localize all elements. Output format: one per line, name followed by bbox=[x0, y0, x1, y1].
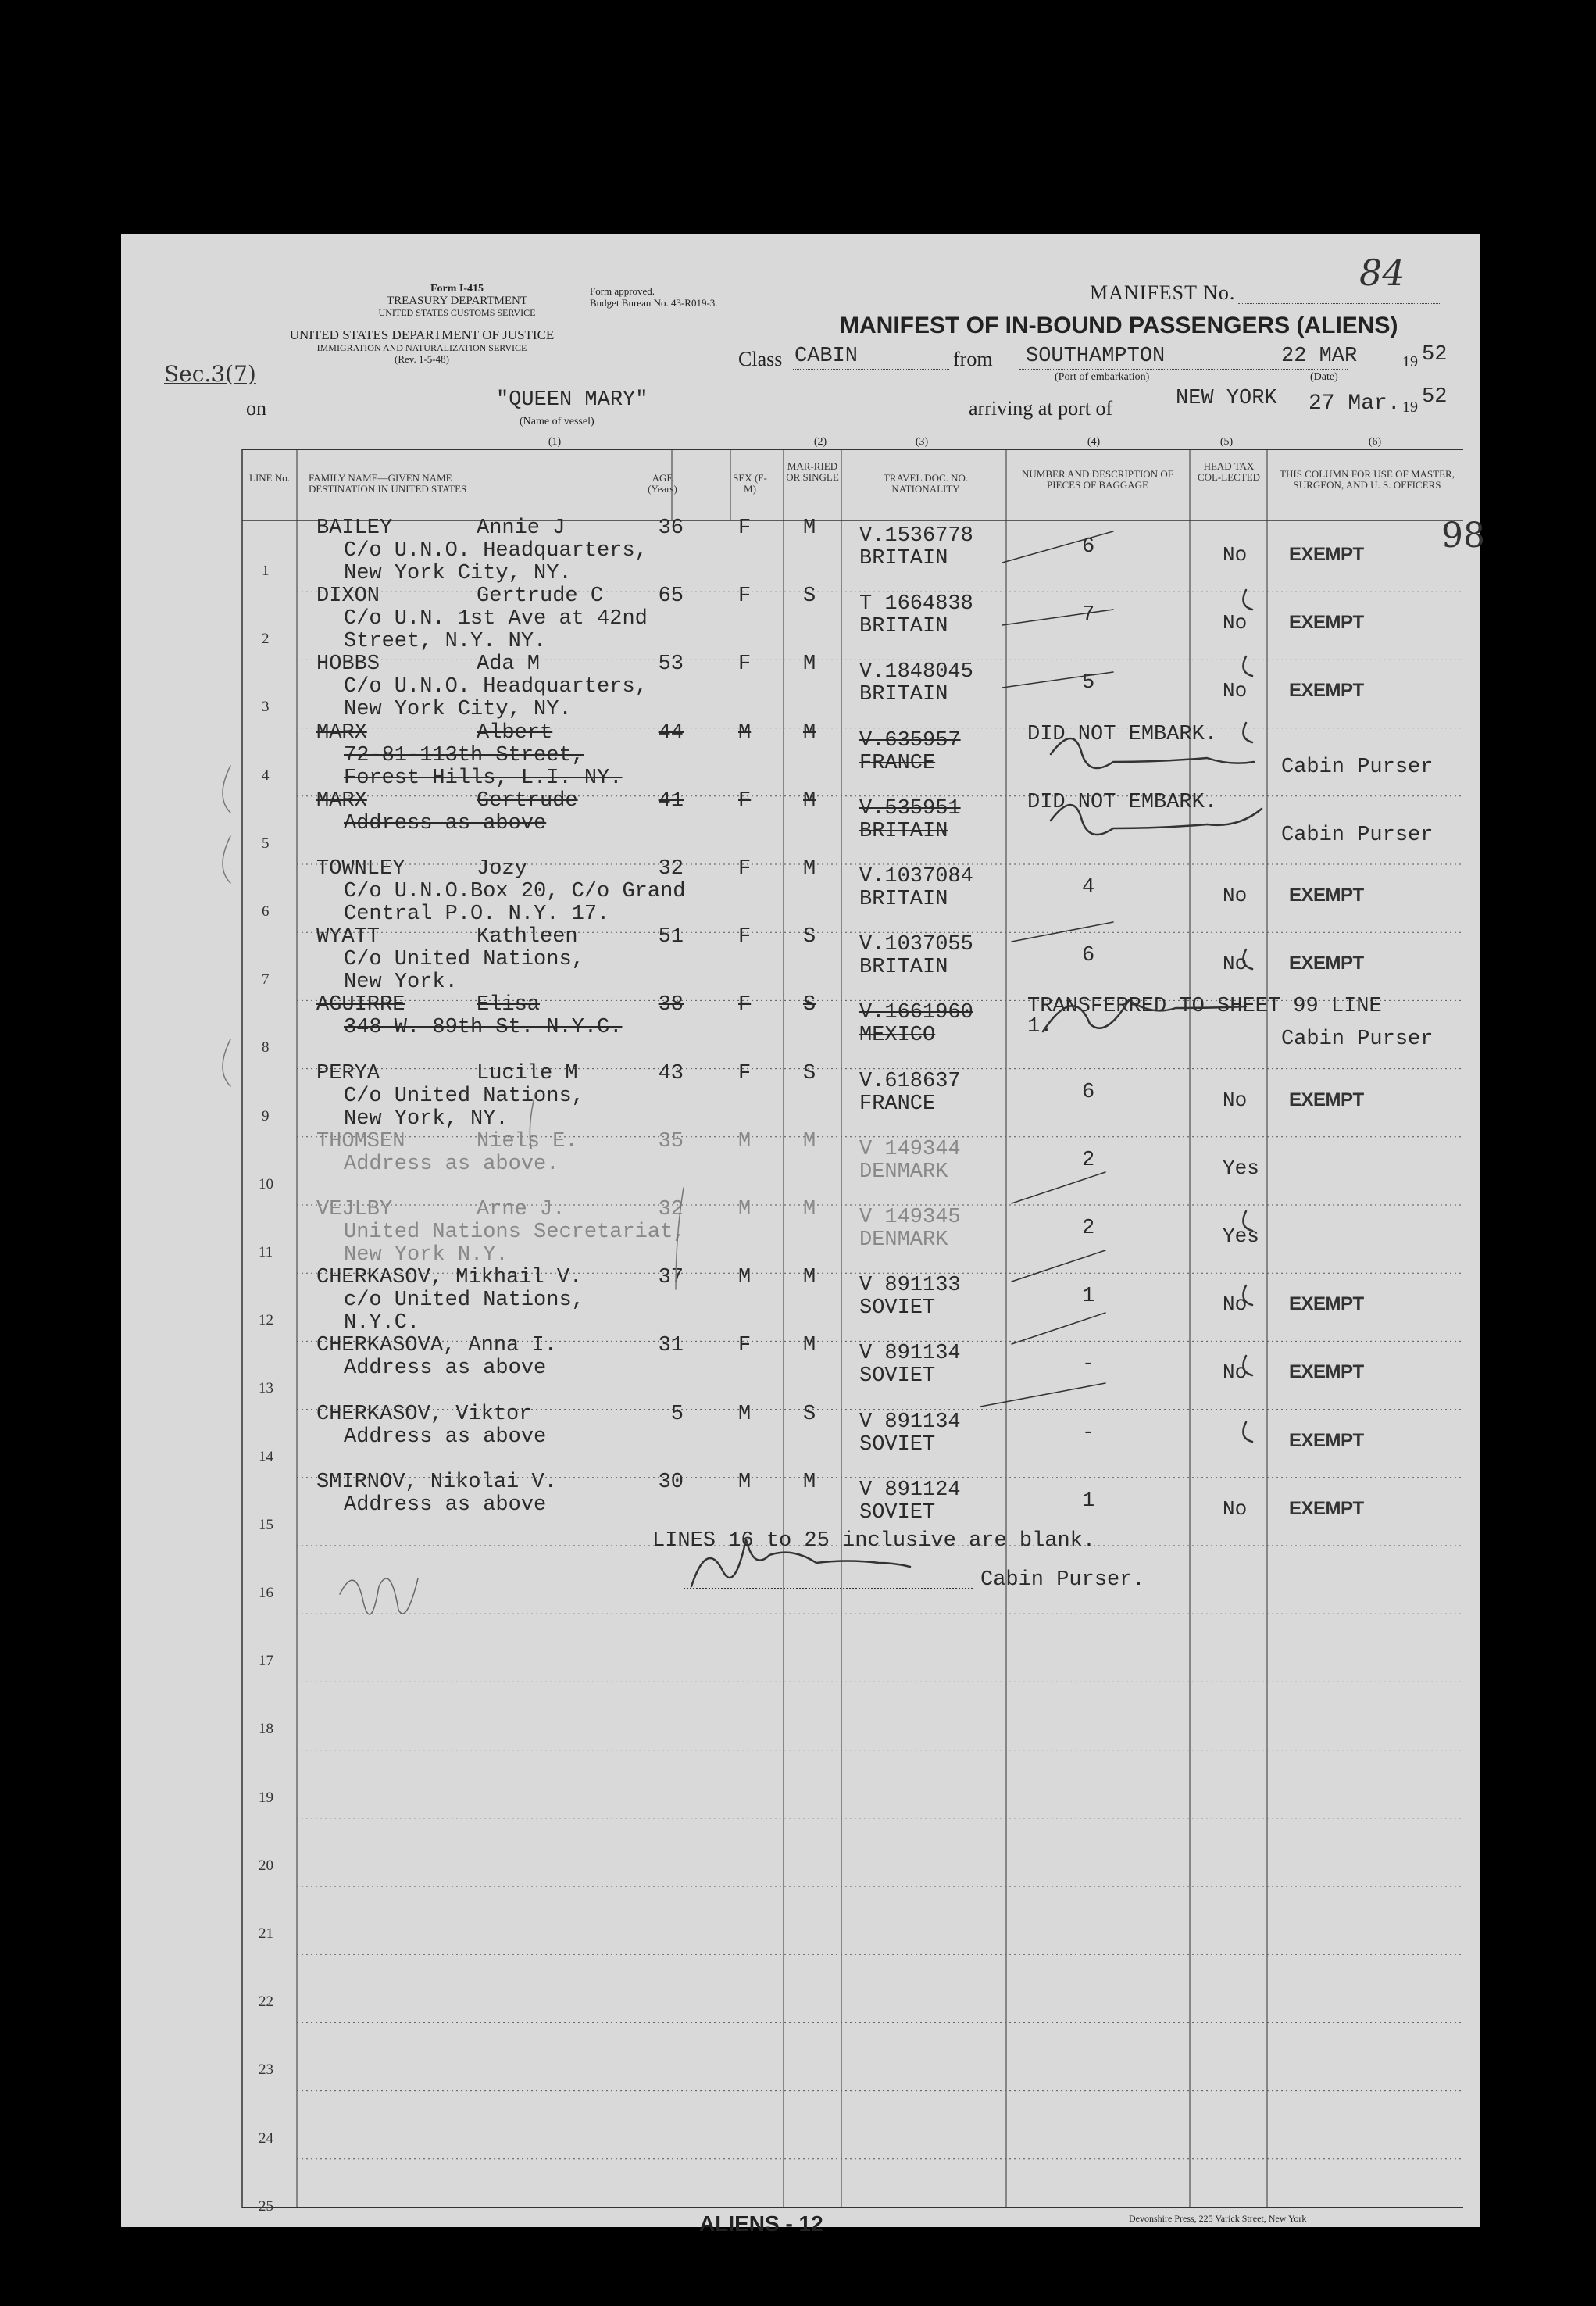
travel-doc-number: V.535951 bbox=[859, 796, 961, 821]
baggage-count: 1 bbox=[1082, 1285, 1095, 1309]
nationality: BRITAIN bbox=[859, 956, 948, 980]
col-header-married: MAR-RIED OR SINGLE bbox=[786, 460, 839, 483]
vessel-caption: (Name of vessel) bbox=[520, 416, 594, 427]
travel-doc-number: V.1037055 bbox=[859, 933, 973, 957]
baggage-count: 5 bbox=[1082, 671, 1095, 695]
passenger-given-name: Arne J. bbox=[477, 1198, 566, 1221]
nationality: BRITAIN bbox=[859, 683, 948, 707]
passenger-given-name: Lucile M bbox=[477, 1061, 578, 1085]
destination-line: c/o United Nations, bbox=[344, 1289, 584, 1313]
line-number: 5 bbox=[262, 835, 270, 852]
nationality: FRANCE bbox=[859, 1092, 936, 1116]
passenger-family-name: SMIRNOV, Nikolai V. bbox=[316, 1470, 557, 1494]
destination-line: Forest Hills, L.I. NY. bbox=[344, 766, 623, 790]
line-number: 23 bbox=[259, 2061, 273, 2079]
nationality: SOVIET bbox=[859, 1296, 936, 1321]
line-number: 11 bbox=[259, 1244, 273, 1260]
col-header-travel: TRAVEL DOC. NO. NATIONALITY bbox=[883, 472, 969, 495]
passenger-marital: M bbox=[803, 1266, 816, 1290]
col-header-officers: THIS COLUMN FOR USE OF MASTER, SURGEON, AND U. S. OFFICERS bbox=[1280, 468, 1455, 491]
exempt-stamp: EXEMPT bbox=[1289, 680, 1364, 702]
from-label: from bbox=[953, 348, 993, 370]
year-prefix: 19 bbox=[1402, 353, 1418, 370]
exempt-stamp: EXEMPT bbox=[1289, 953, 1364, 974]
nationality: BRITAIN bbox=[859, 888, 948, 911]
exempt-stamp: EXEMPT bbox=[1289, 612, 1364, 634]
passenger-sex: M bbox=[738, 1402, 752, 1426]
line-number: 1 bbox=[262, 563, 270, 579]
destination-line: C/o U.N. 1st Ave at 42nd bbox=[344, 607, 648, 631]
page-title: MANIFEST OF IN-BOUND PASSENGERS (ALIENS) bbox=[840, 313, 1398, 338]
arrival-year-prefix: 19 bbox=[1402, 399, 1418, 416]
passenger-marital: M bbox=[803, 1334, 816, 1358]
col-number-4: (4) bbox=[1087, 436, 1101, 448]
exempt-stamp: EXEMPT bbox=[1289, 1429, 1364, 1451]
passenger-family-name: TOWNLEY bbox=[316, 857, 405, 881]
destination-line: C/o U.N.O. Headquarters, bbox=[344, 675, 648, 699]
date-caption: (Date) bbox=[1310, 371, 1338, 383]
line-number: 22 bbox=[259, 1993, 273, 2011]
travel-doc-number: V 891133 bbox=[859, 1274, 961, 1298]
travel-doc-number: V.635957 bbox=[859, 728, 961, 753]
travel-doc-number: V.1661960 bbox=[859, 1001, 973, 1025]
destination-line: Address as above bbox=[344, 1357, 547, 1381]
col-header-tax: HEAD TAX COL-LECTED bbox=[1197, 460, 1261, 483]
passenger-family-name: DIXON bbox=[316, 585, 380, 609]
nationality: BRITAIN bbox=[859, 615, 948, 639]
passenger-family-name: CHERKASOV, Viktor bbox=[316, 1402, 532, 1426]
embark-note: DID NOT EMBARK. bbox=[1027, 722, 1218, 746]
line-number: 17 bbox=[259, 1653, 273, 1670]
passenger-marital: M bbox=[803, 788, 816, 813]
page-count-mark: 98 bbox=[1441, 516, 1485, 556]
line-number: 8 bbox=[262, 1039, 270, 1056]
line-number: 20 bbox=[259, 1857, 273, 1874]
passenger-marital: M bbox=[803, 857, 816, 881]
passenger-sex: M bbox=[738, 1470, 752, 1494]
col-number-1: (1) bbox=[548, 436, 562, 448]
destination-line: New York N.Y. bbox=[344, 1243, 509, 1267]
class-label: Class bbox=[738, 348, 783, 370]
passenger-sex: F bbox=[738, 993, 752, 1017]
manifest-sheet bbox=[121, 234, 1485, 2236]
nationality: BRITAIN bbox=[859, 819, 948, 843]
passenger-sex: M bbox=[738, 720, 752, 745]
exempt-stamp: EXEMPT bbox=[1289, 1497, 1364, 1519]
col-header-line-no: LINE No. bbox=[249, 472, 290, 484]
manifest-no-label: MANIFEST No. bbox=[1090, 281, 1236, 304]
exempt-stamp: EXEMPT bbox=[1289, 1293, 1364, 1315]
head-tax: No bbox=[1223, 611, 1248, 635]
line-number: 3 bbox=[262, 699, 270, 716]
passenger-age: 53 bbox=[658, 652, 684, 677]
passenger-given-name: Albert bbox=[477, 720, 553, 745]
destination-line: Address as above bbox=[344, 1425, 547, 1449]
footer-label: ALIENS - 12 bbox=[699, 2211, 823, 2236]
form-id: Form I-415 bbox=[430, 283, 484, 295]
passenger-sex: M bbox=[738, 1266, 752, 1290]
class-value: CABIN bbox=[794, 345, 859, 368]
from-value: SOUTHAMPTON bbox=[1026, 345, 1166, 368]
line-number: 10 bbox=[259, 1175, 273, 1192]
travel-doc-number: V.1848045 bbox=[859, 660, 973, 685]
passenger-age: 31 bbox=[658, 1334, 684, 1358]
line-number: 18 bbox=[259, 1721, 273, 1738]
destination-line: United Nations Secretariat, bbox=[344, 1221, 686, 1244]
destination-line: New York City, NY. bbox=[344, 698, 572, 722]
travel-doc-number: V.618637 bbox=[859, 1069, 961, 1093]
head-tax: No bbox=[1223, 884, 1248, 907]
head-tax: Yes bbox=[1223, 1225, 1259, 1248]
passenger-age: 36 bbox=[658, 517, 684, 540]
passenger-marital: S bbox=[803, 993, 816, 1017]
passenger-age: 65 bbox=[658, 585, 684, 609]
baggage-count: 6 bbox=[1082, 944, 1095, 968]
passenger-family-name: PERYA bbox=[316, 1061, 380, 1085]
passenger-given-name: Gertrude bbox=[477, 788, 578, 813]
passenger-marital: M bbox=[803, 720, 816, 745]
embark-note: DID NOT EMBARK. bbox=[1027, 790, 1218, 814]
exempt-stamp: EXEMPT bbox=[1289, 1089, 1364, 1110]
passenger-sex: M bbox=[738, 1198, 752, 1221]
line-number: 14 bbox=[259, 1448, 273, 1465]
destination-line: 348 W. 89th St. N.Y.C. bbox=[344, 1016, 623, 1040]
year-value: 52 bbox=[1422, 343, 1448, 366]
destination-line: N.Y.C. bbox=[344, 1311, 420, 1335]
passenger-family-name: AGUIRRE bbox=[316, 993, 405, 1017]
passenger-age: 51 bbox=[658, 925, 684, 949]
nationality: SOVIET bbox=[859, 1432, 936, 1457]
destination-line: C/o United Nations, bbox=[344, 948, 584, 972]
form-approved: Form approved. bbox=[590, 285, 655, 297]
col-header-sex: SEX (F-M) bbox=[733, 472, 767, 495]
passenger-given-name: Elisa bbox=[477, 993, 541, 1017]
on-label: on bbox=[246, 397, 266, 420]
passenger-marital: M bbox=[803, 652, 816, 677]
destination-line: Address as above bbox=[344, 811, 547, 835]
head-tax: No bbox=[1223, 1088, 1248, 1112]
port-embark-caption: (Port of embarkation) bbox=[1055, 371, 1150, 383]
purser-signature-line: Cabin Purser. bbox=[980, 1568, 1145, 1592]
passenger-family-name: MARX bbox=[316, 788, 367, 813]
passenger-age: 37 bbox=[658, 1266, 684, 1290]
passenger-family-name: CHERKASOV, Mikhail V. bbox=[316, 1266, 583, 1290]
passenger-age: 41 bbox=[658, 788, 684, 813]
destination-line: Address as above bbox=[344, 1493, 547, 1517]
embark-note: 1. bbox=[1027, 1015, 1053, 1039]
handwriting-overlay bbox=[121, 234, 1480, 2227]
col-header-name: FAMILY NAME—GIVEN NAME DESTINATION IN UNITED STATES bbox=[309, 472, 467, 495]
col-number-3: (3) bbox=[915, 436, 929, 448]
nationality: MEXICO bbox=[859, 1024, 936, 1048]
line-number: 13 bbox=[259, 1380, 273, 1397]
passenger-marital: S bbox=[803, 1061, 816, 1085]
baggage-count: - bbox=[1082, 1421, 1095, 1445]
head-tax: No bbox=[1223, 1496, 1248, 1521]
travel-doc-number: T 1664838 bbox=[859, 592, 973, 617]
passenger-age: 38 bbox=[658, 993, 684, 1017]
travel-doc-number: V.1536778 bbox=[859, 524, 973, 548]
baggage-count: - bbox=[1082, 1353, 1095, 1377]
line-number: 16 bbox=[259, 1585, 273, 1601]
passenger-sex: F bbox=[738, 925, 752, 949]
head-tax: No bbox=[1223, 1360, 1248, 1385]
passenger-age: 5 bbox=[670, 1402, 684, 1426]
arrival-year: 52 bbox=[1422, 385, 1448, 409]
col-number-2: (2) bbox=[813, 436, 827, 448]
nationality: FRANCE bbox=[859, 751, 936, 775]
passenger-given-name: Kathleen bbox=[477, 925, 578, 949]
immigration-service: IMMIGRATION AND NATURALIZATION SERVICE bbox=[316, 342, 527, 353]
exempt-stamp: EXEMPT bbox=[1289, 885, 1364, 906]
travel-doc-number: V 149344 bbox=[859, 1137, 961, 1161]
passenger-age: 32 bbox=[658, 857, 684, 881]
nationality: SOVIET bbox=[859, 1364, 936, 1389]
arrival-date: 27 Mar. bbox=[1309, 391, 1401, 416]
baggage-count: 7 bbox=[1082, 603, 1095, 627]
passenger-marital: S bbox=[803, 925, 816, 949]
destination-line: Address as above. bbox=[344, 1152, 559, 1176]
passenger-age: 43 bbox=[658, 1061, 684, 1085]
section-mark: Sec.3(7) bbox=[164, 361, 256, 387]
line-number: 2 bbox=[262, 631, 270, 648]
embark-note: TRANSFERRED TO SHEET 99 LINE bbox=[1027, 995, 1382, 1019]
travel-doc-number: V 891134 bbox=[859, 1410, 961, 1434]
passenger-marital: M bbox=[803, 517, 816, 540]
line-number: 6 bbox=[262, 903, 270, 920]
budget-bureau: Budget Bureau No. 43-R019-3. bbox=[590, 297, 718, 309]
destination-line: 72-81-113th Street, bbox=[344, 743, 584, 767]
passenger-sex: F bbox=[738, 1061, 752, 1085]
travel-doc-number: V 149345 bbox=[859, 1206, 961, 1229]
line-number: 19 bbox=[259, 1789, 273, 1806]
passenger-given-name: Gertrude C bbox=[477, 585, 604, 609]
passenger-given-name: Ada M bbox=[477, 652, 541, 677]
destination-line: New York City, NY. bbox=[344, 562, 572, 585]
passenger-given-name: Jozy bbox=[477, 857, 527, 881]
nationality: BRITAIN bbox=[859, 547, 948, 570]
passenger-marital: M bbox=[803, 1198, 816, 1221]
passenger-family-name: THOMSEN bbox=[316, 1129, 405, 1153]
destination-line: Street, N.Y. NY. bbox=[344, 630, 547, 654]
arrival-port: NEW YORK bbox=[1176, 387, 1277, 410]
passenger-sex: F bbox=[738, 652, 752, 677]
head-tax: No bbox=[1223, 679, 1248, 703]
line-number: 25 bbox=[259, 2197, 273, 2215]
cabin-purser-note: Cabin Purser bbox=[1281, 755, 1434, 779]
cabin-purser-note: Cabin Purser bbox=[1281, 1028, 1434, 1052]
passenger-sex: F bbox=[738, 857, 752, 881]
head-tax: No bbox=[1223, 543, 1248, 567]
line-number: 9 bbox=[262, 1107, 270, 1124]
line-number: 21 bbox=[259, 1925, 273, 1942]
destination-line: Central P.O. N.Y. 17. bbox=[344, 903, 610, 926]
customs-service: UNITED STATES CUSTOMS SERVICE bbox=[378, 307, 536, 318]
depart-date: 22 MAR bbox=[1281, 345, 1358, 368]
passenger-age: 30 bbox=[658, 1470, 684, 1494]
destination-line: C/o U.N.O. Headquarters, bbox=[344, 539, 648, 563]
passenger-age: 35 bbox=[658, 1129, 684, 1153]
passenger-family-name: HOBBS bbox=[316, 652, 380, 677]
passenger-sex: M bbox=[738, 1129, 752, 1153]
passenger-sex: F bbox=[738, 585, 752, 609]
travel-doc-number: V.1037084 bbox=[859, 865, 973, 888]
passenger-marital: S bbox=[803, 1402, 816, 1426]
head-tax: Yes bbox=[1223, 1156, 1259, 1180]
destination-line: C/o U.N.O.Box 20, C/o Grand bbox=[344, 880, 686, 903]
passenger-sex: F bbox=[738, 788, 752, 813]
passenger-given-name: Niels E. bbox=[477, 1129, 578, 1153]
baggage-count: 2 bbox=[1082, 1217, 1095, 1240]
passenger-family-name: MARX bbox=[316, 720, 367, 745]
manifest-number: 84 bbox=[1359, 252, 1405, 294]
line-number: 4 bbox=[262, 767, 270, 784]
col-number-6: (6) bbox=[1368, 436, 1382, 448]
passenger-marital: M bbox=[803, 1470, 816, 1494]
passenger-family-name: WYATT bbox=[316, 925, 380, 949]
passenger-age: 32 bbox=[658, 1198, 684, 1221]
baggage-count: 4 bbox=[1082, 876, 1095, 899]
head-tax: No bbox=[1223, 1292, 1248, 1317]
passenger-age: 44 bbox=[658, 720, 684, 745]
passenger-sex: F bbox=[738, 517, 752, 540]
travel-doc-number: V 891124 bbox=[859, 1478, 961, 1502]
passenger-given-name: Annie J bbox=[477, 517, 566, 540]
treasury-dept: TREASURY DEPARTMENT bbox=[386, 295, 528, 307]
col-number-5: (5) bbox=[1219, 436, 1234, 448]
blank-lines-note: LINES 16 to 25 inclusive are blank. bbox=[652, 1529, 1096, 1553]
baggage-count: 6 bbox=[1082, 535, 1095, 559]
passenger-marital: S bbox=[803, 585, 816, 609]
baggage-count: 6 bbox=[1082, 1080, 1095, 1104]
destination-line: New York, NY. bbox=[344, 1107, 509, 1131]
baggage-count: 1 bbox=[1082, 1489, 1095, 1513]
col-header-age: AGE (Years) bbox=[648, 472, 677, 495]
passenger-sex: F bbox=[738, 1334, 752, 1358]
line-number: 24 bbox=[259, 2129, 273, 2147]
line-number: 7 bbox=[262, 971, 270, 989]
line-number: 15 bbox=[259, 1516, 273, 1533]
revision: (Rev. 1-5-48) bbox=[395, 353, 449, 365]
passenger-family-name: CHERKASOVA, Anna I. bbox=[316, 1334, 557, 1358]
vessel-name: "QUEEN MARY" bbox=[496, 388, 648, 412]
footer-printer: Devonshire Press, 225 Varick Street, New York bbox=[1129, 2213, 1307, 2224]
nationality: DENMARK bbox=[859, 1228, 948, 1252]
exempt-stamp: EXEMPT bbox=[1289, 544, 1364, 565]
destination-line: C/o United Nations, bbox=[344, 1084, 584, 1108]
justice-dept: UNITED STATES DEPARTMENT OF JUSTICE bbox=[289, 327, 555, 342]
destination-line: New York. bbox=[344, 971, 458, 995]
head-tax: No bbox=[1223, 952, 1248, 976]
nationality: DENMARK bbox=[859, 1160, 948, 1184]
exempt-stamp: EXEMPT bbox=[1289, 1361, 1364, 1383]
col-header-baggage: NUMBER AND DESCRIPTION OF PIECES OF BAGGAGE bbox=[1022, 468, 1173, 491]
passenger-family-name: VEJLBY bbox=[316, 1198, 393, 1221]
passenger-marital: M bbox=[803, 1129, 816, 1153]
cabin-purser-note: Cabin Purser bbox=[1281, 823, 1434, 847]
nationality: SOVIET bbox=[859, 1500, 936, 1525]
line-number: 12 bbox=[259, 1312, 273, 1329]
travel-doc-number: V 891134 bbox=[859, 1342, 961, 1366]
arriving-label: arriving at port of bbox=[969, 397, 1113, 420]
baggage-count: 2 bbox=[1082, 1148, 1095, 1172]
passenger-family-name: BAILEY bbox=[316, 517, 393, 540]
